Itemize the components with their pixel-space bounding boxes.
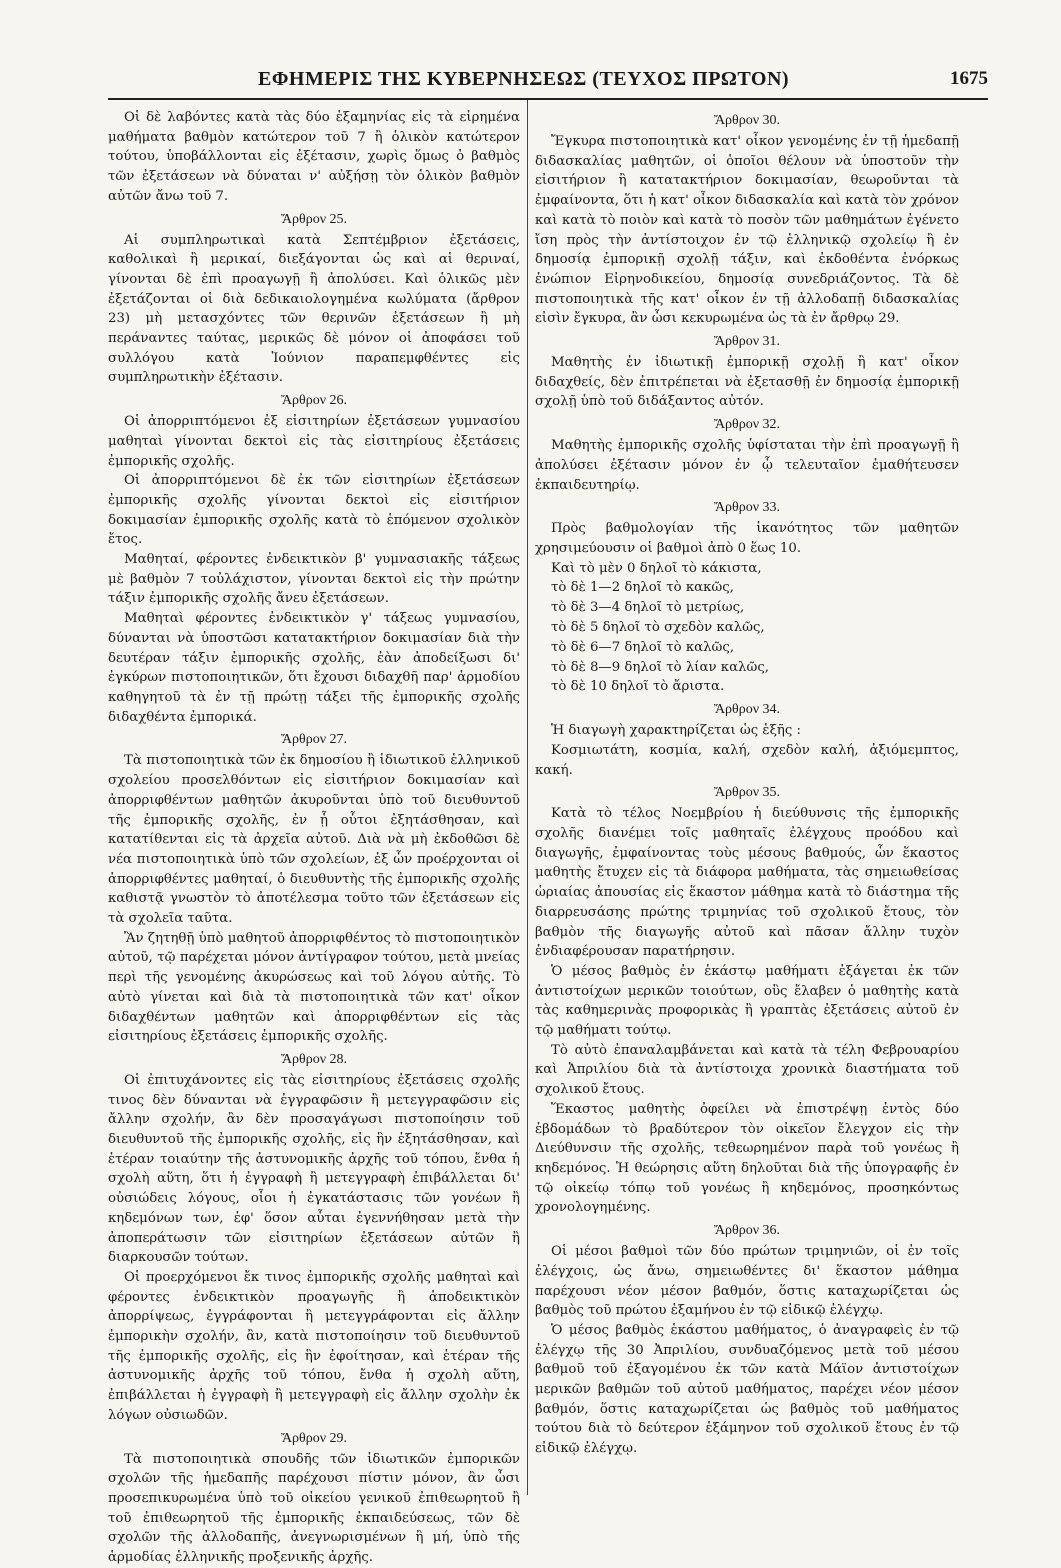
- article-30-paragraph: Ἔγκυρα πιστοποιητικὰ κατ' οἶκον γενομένης ἐν τῇ ἡμεδαπῇ διδασκαλίας μαθητῶν, οἱ ὁποῖοι θέλουν νὰ ὑποστοῦν τὴν εἰσιτήριον ἢ κατατακτήριον δοκιμασίαν, θεωροῦνται τὰ ἐμφαίνοντα, ὅτι ἡ κατ' οἶκον διδασκαλία καὶ κατὰ τὸν χρόνον καὶ κατὰ τὸ ποιὸν καὶ κατὰ τὸ ποσὸν τῶν μαθημάτων ἐγένετο ἴση πρὸς τὴν ἀντίστοιχον ἐν τῷ ἑλληνικῷ σχολείῳ ἢ ἐν δημοσίᾳ ἐμπορικῇ σχολῇ τάξιν, καὶ ἐκδοθέντα ἐνόρκως ἐνώπιον Εἰρηνοδικείου, δημοσίᾳ συνεδριάζοντος. Τὰ δὲ πιστοποιητικὰ τῆς κατ' οἶκον ἐν τῇ ἀλλοδαπῇ διδασκαλίας εἰσὶν ἔγκυρα, ἂν ὦσι κεκυρωμένα ὡς τὰ ἐν ἄρθρῳ 29.: [535, 134, 959, 327]
- article-28-paragraph-2: Οἱ προερχόμενοι ἔκ τινος ἐμπορικῆς σχολῆς μαθηταὶ καὶ φέροντες ἐνδεικτικὸν προαγωγῆς ἢ ἀποδεικτικὸν ἀπορρίψεως, ἐγγράφονται ἢ μετεγγράφονται εἰς ἄλλην ἐμπορικὴν σχολήν, ἂν, κατὰ πιστοποίησιν τοῦ διευθυντοῦ τῆς ἐμπορικῆς σχολῆς, εἰς ἣν ἐφοίτησαν, καὶ ἑτέραν τῆς ἀστυνομικῆς ἀρχῆς τοῦ τόπου, ἔνθα ἡ σχολὴ αὕτη, ἐπιβάλλεται ἡ ἐγγραφὴ ἢ μετεγγραφὴ εἰς ἄλλην σχολὴν ἐκ λόγων οὐσιωδῶν.: [108, 1269, 520, 1423]
- page-number: 1675: [950, 68, 988, 89]
- article-29-title: Ἄρθρον 29.: [280, 1430, 348, 1446]
- article-32-title: Ἄρθρον 32.: [713, 417, 781, 433]
- article-35-paragraph-1: Κατὰ τὸ τέλος Νοεμβρίου ἡ διεύθυνσις τῆς ἐμπορικῆς σχολῆς διανέμει τοῖς μαθηταῖς ἐλέγχους προόδου καὶ διαγωγῆς, ἐμφαίνοντας τοὺς μέσους βαθμούς, ὧν ἕκαστος μαθητὴς ἔτυχεν εἰς τὰ διάφορα μαθήματα, τὰς σημειωθείσας ὡριαίας ἀπουσίας εἰς ἕκαστον μάθημα κατὰ τὸ διάστημα τῆς διαρρευσάσης πρώτης τριμηνίας τοῦ σχολικοῦ ἔτους, τὸν βαθμὸν τῆς διαγωγῆς αὐτοῦ καὶ πᾶσαν ἄλλην τυχὸν ἐνδιαφέρουσαν παρατήρησιν.: [535, 806, 959, 960]
- article-31-title: Ἄρθρον 31.: [713, 334, 781, 350]
- article-26-paragraph-4: Μαθηταὶ φέροντες ἐνδεικτικὸν γ' τάξεως γυμνασίου, δύνανται νὰ ὑποστῶσι κατατακτήριον δοκιμασίαν διὰ τὴν δευτέραν τάξιν ἐμπορικῆς σχολῆς, ἐὰν ἀποδείξωσι δι' ἐγκύρων πιστοποιητικῶν, ὅτι ἔχουσι διδαχθῆ παρ' ἁρμοδίου καθηγητοῦ τὰ ἐν τῇ πρώτῃ τάξει τῆς ἐμπορικῆς σχολῆς διδαχθέντα ἐμπορικά.: [108, 611, 520, 725]
- gazette-title: ΕΦΗΜΕΡΙΣ ΤΗΣ ΚΥΒΕΡΝΗΣΕΩΣ (ΤΕΥΧΟΣ ΠΡΩΤΟΝ): [258, 68, 790, 90]
- right-column: [535, 108, 959, 1493]
- article-34-paragraph-1: Ἡ διαγωγὴ χαρακτηρίζεται ὡς ἑξῆς :: [551, 723, 802, 739]
- grade-scale-item: τὸ δὲ 1—2 δηλοῖ τὸ κακῶς,: [551, 580, 734, 596]
- grade-scale-item: τὸ δὲ 5 δηλοῖ τὸ σχεδὸν καλῶς,: [551, 620, 765, 636]
- article-32-paragraph: Μαθητὴς ἐμπορικῆς σχολῆς ὑφίσταται τὴν ἐπὶ προαγωγῇ ἢ ἀπολύσει ἐξέτασιν μόνον ἐν ᾧ τελευταῖον ἐμαθήτευσεν ἐκπαιδευτηρίῳ.: [535, 438, 959, 493]
- article-25-title: Ἄρθρον 25.: [280, 211, 348, 227]
- article-35-paragraph-4: Ἕκαστος μαθητὴς ὀφείλει νὰ ἐπιστρέψῃ ἐντὸς δύο ἑβδομάδων τὸ βραδύτερον τὸν οἰκεῖον ἔλεγχον εἰς τὴν Διεύθυνσιν τῆς σχολῆς, τεθεωρημένον παρὰ τοῦ γονέως ἢ κηδεμόνος. Ἡ θεώρησις αὕτη δηλοῦται διὰ τῆς ὑπογραφῆς ἐν τῷ οἰκείῳ τόπῳ τοῦ γονέως ἢ κηδεμόνος, προσηκόντως χρονολογημένης.: [535, 1101, 959, 1216]
- article-36-title: Ἄρθρον 36.: [713, 1223, 781, 1239]
- grade-scale-item: τὸ δὲ 6—7 δηλοῖ τὸ καλῶς,: [551, 639, 735, 655]
- article-25-paragraph: Αἱ συμπληρωτικαὶ κατὰ Σεπτέμβριον ἐξετάσεις, καθολικαὶ ἢ μερικαί, διεξάγονται ὡς καὶ αἱ θεριναί, γίνονται δὲ ἐπὶ προαγωγῇ ἢ ἀπολύσει. Καὶ ὁλικῶς μὲν ἐξετάζονται οἱ διὰ δεδικαιολογημένα κωλύματα (ἄρθρον 23) μὴ μετασχόντες τῶν θερινῶν ἐξετάσεων ἢ μὴ περάναντες ταύτας, μερικῶς δὲ μόνον οἱ ἀποφάσει τοῦ συλλόγου κατὰ Ἰούνιον παραπεμφθέντες εἰς συμπληρωτικὴν ἐξέτασιν.: [108, 232, 520, 386]
- article-35-title: Ἄρθρον 35.: [713, 785, 781, 801]
- article-27-paragraph-2: Ἂν ζητηθῇ ὑπὸ μαθητοῦ ἀπορριφθέντος τὸ πιστοποιητικὸν αὐτοῦ, τῷ παρέχεται μόνον ἀντίγραφον τούτου, μετὰ μνείας περὶ τῆς γενομένης ἀκυρώσεως καὶ τοῦ λόγου αὐτῆς. Τὸ αὐτὸ γίνεται καὶ διὰ τὰ πιστοποιητικὰ τῶν κατ' οἶκον διδαχθέντων μαθητῶν καὶ ἀπορριφθέντων εἰς τὰς εἰσιτηρίους ἐξετάσεις ἐμπορικῆς σχολῆς.: [108, 930, 520, 1045]
- grade-scale-item: τὸ δὲ 3—4 δηλοῖ τὸ μετρίως,: [551, 600, 745, 616]
- article-29-paragraph: Τὰ πιστοποιητικὰ σπουδῆς τῶν ἰδιωτικῶν ἐμπορικῶν σχολῶν τῆς ἡμεδαπῆς παρέχουσι πίστιν μόνον, ἂν ὦσι προσεπικυρωμένα ὑπὸ τοῦ οἰκείου γενικοῦ ἐπιθεωρητοῦ ἢ τοῦ ἐπιθεωρητοῦ τῆς ἐμπορικῆς ἐκπαιδεύσεως, τῶν δὲ σχολῶν τῆς ἀλλοδαπῆς, ἀνεγνωρισμένων ἢ μή, ὑπὸ τῆς ἁρμοδίας ἑλληνικῆς προξενικῆς ἀρχῆς.: [108, 1451, 520, 1566]
- intro-paragraph: Οἱ δὲ λαβόντες κατὰ τὰς δύο ἑξαμηνίας εἰς τὰ εἰρημένα μαθήματα βαθμὸν κατώτερον τοῦ 7 ἢ ὁλικὸν κατώτερον τούτου, ὑποβάλλονται εἰς ἐξέτασιν, χωρὶς ὅμως ὁ βαθμὸς τῶν ἐξετάσεων νὰ δύναται ν' αὐξήσῃ τὸν ὁλικὸν βαθμὸν αὐτῶν ἄνω τοῦ 7.: [108, 110, 520, 204]
- article-26-title: Ἄρθρον 26.: [280, 393, 348, 409]
- column-divider: [527, 100, 528, 1495]
- article-27-paragraph-1: Τὰ πιστοποιητικὰ τῶν ἐκ δημοσίου ἢ ἰδιωτικοῦ ἑλληνικοῦ σχολείου προσελθόντων εἰς εἰσιτήριον δοκιμασίαν καὶ ἀπορριφθέντων μαθητῶν ἀκυροῦνται ὑπὸ τοῦ διευθυντοῦ τῆς ἐμπορικῆς σχολῆς, ἐν ᾗ οὗτοι ἐξητάσθησαν, καὶ κατατίθενται εἰς τὰ ἀρχεῖα αὐτοῦ. Διὰ νὰ μὴ ἐκδοθῶσι δὲ νέα πιστοποιητικὰ ὑπὸ τῶν σχολείων, ἐξ ὧν προέρχονται οἱ ἀπορριφθέντες μαθηταί, ὁ διευθυντὴς τῆς ἐμπορικῆς σχολῆς καθιστᾷ γνωστὸν τὸ ἀποτέλεσμα τοῦτο τῶν ἐξετάσεων εἰς τὰ σχολεῖα ταῦτα.: [108, 753, 520, 927]
- grade-scale-item: Καὶ τὸ μὲν 0 δηλοῖ τὸ κάκιστα,: [551, 560, 762, 576]
- article-26-paragraph-2: Οἱ ἀπορριπτόμενοι δὲ ἐκ τῶν εἰσιτηρίων ἐξετάσεων ἐμπορικῆς σχολῆς γίνονται δεκτοὶ εἰς εἰσιτήριον δοκιμασίαν ἐμπορικῆς σχολῆς κατὰ τὸ ἑπόμενον σχολικὸν ἔτος.: [108, 473, 520, 548]
- article-33-paragraph: Πρὸς βαθμολογίαν τῆς ἱκανότητος τῶν μαθητῶν χρησιμεύουσιν οἱ βαθμοὶ ἀπὸ 0 ἕως 10.: [535, 521, 959, 556]
- article-26-paragraph-3: Μαθηταί, φέροντες ἐνδεικτικὸν β' γυμνασιακῆς τάξεως μὲ βαθμὸν 7 τοὐλάχιστον, γίνονται δεκτοὶ εἰς τὴν πρώτην τάξιν ἐμπορικῆς σχολῆς ἄνευ ἐξετάσεων.: [108, 552, 520, 607]
- article-27-title: Ἄρθρον 27.: [280, 732, 348, 748]
- article-35-paragraph-3: Τὸ αὐτὸ ἐπαναλαμβάνεται καὶ κατὰ τὰ τέλη Φεβρουαρίου καὶ Ἀπριλίου διὰ τὰ ἀντίστοιχα χρονικὰ διαστήματα τοῦ σχολικοῦ ἔτους.: [535, 1042, 959, 1098]
- grade-scale-item: τὸ δὲ 10 δηλοῖ τὸ ἄριστα.: [551, 679, 725, 695]
- article-35-paragraph-2: Ὁ μέσος βαθμὸς ἐν ἑκάστῳ μαθήματι ἐξάγεται ἐκ τῶν ἀντιστοίχων μερικῶν τοιούτων, οὓς ἔλαβεν ὁ μαθητὴς κατὰ τὰς καθημερινὰς προφορικὰς ἢ γραπτὰς ἐξετάσεις αὐτοῦ ἐν τῷ μαθήματι τούτῳ.: [535, 963, 959, 1039]
- article-33-title: Ἄρθρον 33.: [713, 500, 781, 516]
- article-28-title: Ἄρθρον 28.: [280, 1051, 348, 1067]
- article-28-paragraph-1: Οἱ ἐπιτυχάνοντες εἰς τὰς εἰσιτηρίους ἐξετάσεις σχολῆς τινος δὲν δύνανται νὰ ἐγγραφῶσιν ἢ μετεγγραφῶσιν εἰς ἄλλην σχολήν, ἂν δὲν προσαγάγωσι πιστοποίησιν τοῦ διευθυντοῦ τῆς ἐμπορικῆς σχολῆς, εἰς ἣν ἐξητάσθησαν, καὶ ἑτέραν τοιαύτην τῆς ἀστυνομικῆς ἀρχῆς τοῦ τόπου, ἔνθα ἡ σχολὴ αὕτη, ὅτι ἡ ἐγγραφὴ ἢ μετεγγραφὴ ἐπιβάλλεται δι' οὐσιώδεις λόγους, οἷοι ἡ ἐγκατάστασις τῶν γονέων ἢ κηδεμόνων των, ἐφ' ὅσον αὗται ἐγεννήθησαν μετὰ τὴν ἀποπεράτωσιν τῶν εἰσιτηρίων ἐξετάσεων αὐτῶν ἢ διαρκουσῶν τούτων.: [108, 1072, 520, 1266]
- article-31-paragraph: Μαθητὴς ἐν ἰδιωτικῇ ἐμπορικῇ σχολῇ ἢ κατ' οἶκον διδαχθείς, δὲν ἐπιτρέπεται νὰ ἐξετασθῇ ἐν δημοσίᾳ ἐμπορικῇ σχολῇ ὑπὸ τοῦ διδάξαντος αὐτόν.: [535, 355, 959, 410]
- article-30-title: Ἄρθρον 30.: [713, 113, 781, 128]
- left-column: [108, 108, 520, 1566]
- article-36-paragraph-2: Ὁ μέσος βαθμὸς ἑκάστου μαθήματος, ὁ ἀναγραφεὶς ἐν τῷ ἐλέγχῳ τῆς 30 Ἀπριλίου, συνδυαζόμενος μετὰ τοῦ μέσου βαθμοῦ τοῦ ἐξαγομένου ἐκ τῶν κατὰ Μάϊον ἀντιστοίχων μερικῶν βαθμῶν τοῦ αὐτοῦ μαθήματος, παρέχει νέον μέσον βαθμόν, ὅστις καταχωρίζεται ὡς βαθμὸς τοῦ μαθήματος τούτου διὰ τὸ δεύτερον ἑξάμηνον τοῦ σχολικοῦ ἔτους ἐν τῷ εἰδικῷ ἐλέγχῳ.: [535, 1322, 959, 1457]
- article-34-paragraph-2: Κοσμιωτάτη, κοσμία, καλή, σχεδὸν καλή, ἀξιόμεμπτος, κακή.: [535, 742, 959, 778]
- article-36-paragraph-1: Οἱ μέσοι βαθμοὶ τῶν δύο πρώτων τριμηνιῶν, οἱ ἐν τοῖς ἐλέγχοις, ὡς ἄνω, σημειωθέντες δι' ἕκαστον μάθημα παρέχουσι νέον μέσον βαθμόν, ὅστις καταχωρίζεται ὡς βαθμὸς τοῦ πρώτου ἑξαμήνου ἐν τῷ εἰδικῷ ἐλέγχῳ.: [535, 1244, 959, 1319]
- page-header: [108, 62, 988, 96]
- grade-scale-item: τὸ δὲ 8—9 δηλοῖ τὸ λίαν καλῶς,: [551, 659, 769, 675]
- article-34-title: Ἄρθρον 34.: [713, 702, 781, 718]
- header-rule: [108, 98, 988, 100]
- article-26-paragraph-1: Οἱ ἀπορριπτόμενοι ἐξ εἰσιτηρίων ἐξετάσεων γυμνασίου μαθηταὶ γίνονται δεκτοὶ εἰς τὰς εἰσιτηρίους ἐξετάσεις ἐμπορικῆς σχολῆς.: [108, 414, 520, 469]
